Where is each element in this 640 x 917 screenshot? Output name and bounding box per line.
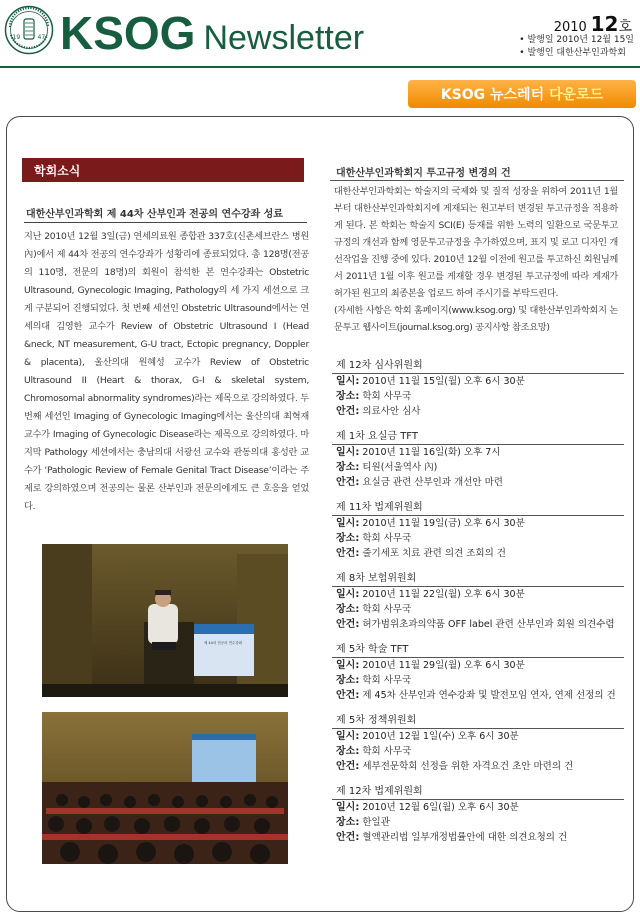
meeting-place-label: 장소: xyxy=(336,533,360,544)
meeting-date-label: 일시: xyxy=(336,518,360,529)
meeting-agenda xyxy=(332,404,624,419)
meeting-agenda-label: 안건: xyxy=(336,690,360,701)
publisher: • 발행인 대한산부인과학회 xyxy=(519,47,634,60)
meeting-place-label: 장소: xyxy=(336,391,360,402)
meeting-date-label: 일시: xyxy=(336,731,360,742)
notice-title: 대한산부인과학회지 투고규정 변경의 건 xyxy=(336,168,511,179)
meeting-place-value: 학회 사무국 xyxy=(362,746,412,757)
meeting-item xyxy=(332,356,624,419)
meeting-item xyxy=(332,427,624,490)
issue-month: 12 xyxy=(590,12,619,36)
meeting-agenda-label: 안건: xyxy=(336,406,360,417)
meeting-agenda-value: 요실금 관련 산부인과 개선안 마련 xyxy=(362,477,503,488)
meeting-agenda-value: 허가범위초과의약품 OFF label 관련 산부인과 회원 의견수렴 xyxy=(362,619,615,630)
meeting-title: 제 12차 법제위원회 xyxy=(332,782,624,800)
meeting-agenda-value: 혈액관리법 일부개정법률안에 대한 의견요청의 건 xyxy=(362,832,568,843)
issue-year: 2010 xyxy=(553,20,587,35)
meeting-agenda xyxy=(332,546,624,561)
brand-newsletter: Newsletter xyxy=(203,19,365,57)
notice-reference: (자세한 사항은 학회 홈페이지(www.ksog.org) 및 대한산부인과학회지 논문투고 웹사이트(journal.ksog.org) 공지사항 참조요망) xyxy=(334,305,618,333)
meeting-agenda xyxy=(332,475,624,490)
meeting-agenda-value: 제 45차 산부인과 연수강좌 및 발전모임 연자, 연제 선정의 건 xyxy=(362,690,616,701)
meeting-date-label: 일시: xyxy=(336,802,360,813)
meeting-place-value: 학회 사무국 xyxy=(362,391,412,402)
download-action: 다운로드 xyxy=(549,87,604,103)
meeting-place xyxy=(332,815,624,830)
meeting-schedule xyxy=(332,356,624,853)
meeting-title: 제 8차 보험위원회 xyxy=(332,569,624,587)
meeting-date xyxy=(332,445,624,460)
meeting-place-value: 학회 사무국 xyxy=(362,533,412,544)
meeting-agenda xyxy=(332,830,624,845)
lecture-photo-audience xyxy=(42,712,288,864)
newsletter-download-button[interactable] xyxy=(408,80,636,108)
meeting-place xyxy=(332,673,624,688)
meeting-agenda xyxy=(332,617,624,632)
meeting-agenda-label: 안건: xyxy=(336,832,360,843)
meeting-agenda-label: 안건: xyxy=(336,548,360,559)
header-divider xyxy=(0,66,640,68)
meeting-place xyxy=(332,602,624,617)
meeting-place-value: 티원(서울역사 內) xyxy=(362,462,438,473)
meeting-place-value: 한일관 xyxy=(362,817,390,828)
meeting-item xyxy=(332,640,624,703)
meeting-place-label: 장소: xyxy=(336,817,360,828)
notice-text: 대한산부인과학회는 학술지의 국제화 및 질적 성장을 위하여 2011년 1월부터 대한산부인과학회지에 게재되는 원고부터 변경된 투고규정을 적용하게 된다. 본 학회는 학술지 SCI(E) 등재를 위한 노력의 일환으로 국문투고규정의 개선과 함께 영문투고규정을 추가하였으며, 표지 및 로고 디자인 개선작업을 진행 중에 있다. 2010년 12월 이전에 원고를 투고하신 회원님께서 2011년 1월 이후 원고를 게재할 경우 변경된 투고규정에 따라 게재가 허가된 원고의 최종본을 업로드 하여 주시기를 부탁드린다. xyxy=(334,186,618,299)
meeting-date-label: 일시: xyxy=(336,447,360,458)
article-body: 지난 2010년 12월 3일(금) 연세의료원 종합관 337호(신촌세브란스 병원 內)에서 제 44차 전공의 연수강좌가 성황리에 종료되었다. 총 128명(전공의 110명, 전문의 18명)의 회원이 참석한 본 연수강좌는 Obstetric Ultrasound, Gynecologic Imaging, Pathology의 세 가지 세션으로 크게 구분되어 진행되었다. 첫 번째 세션인 Obstetric Ultrasound에서는 연세의대 김영한 교수가 Review of Obstetric Ultrasound I (Head &neck, NT measurement, G-U tract, Ectopic pregnancy, Doppler & placenta), 울산의대 원혜성 교수가 Review of Obstetric Ultrasound II (Heart & thorax, G-I & skeletal system, Chromosomal abnormality syndromes)라는 제목으로 강의하였다. 두 번째 세션인 Imaging of Gynecologic Imaging에서는 울산의대 최혁재 교수가 Imaging of Gynecologic Disease라는 제목으로 강의하였다. 마지막 Pathology 세션에서는 충남의대 서광선 교수와 관동의대 홍성란 교수가 ‘Pathologic Review of Female Genital Tract Disease’이라는 주제로 강의하였으며 전공의는 물론 산부인과 전문의에게도 큰 호응을 얻었다. xyxy=(24,231,309,512)
meeting-place xyxy=(332,744,624,759)
download-label: KSOG 뉴스레터 xyxy=(440,87,545,103)
meeting-date-label: 일시: xyxy=(336,660,360,671)
article-title: 대한산부인과학회 제 44차 산부인과 전공의 연수강좌 성료 xyxy=(26,209,283,220)
meeting-date xyxy=(332,374,624,389)
meeting-agenda-label: 안건: xyxy=(336,761,360,772)
meeting-date-value: 2010년 11월 16일(화) 오후 7시 xyxy=(362,447,501,458)
meeting-place xyxy=(332,460,624,475)
newsletter-title xyxy=(60,6,364,60)
meeting-date-value: 2010년 12월 6일(월) 오후 6시 30분 xyxy=(362,802,519,813)
meeting-date xyxy=(332,587,624,602)
meeting-date xyxy=(332,658,624,673)
issue-suffix: 호 xyxy=(618,19,632,35)
meeting-title: 제 11차 법제위원회 xyxy=(332,498,624,516)
meeting-agenda-label: 안건: xyxy=(336,619,360,630)
meeting-agenda-value: 의료사안 심사 xyxy=(362,406,421,417)
meeting-agenda xyxy=(332,688,624,703)
meeting-place xyxy=(332,389,624,404)
meeting-date-value: 2010년 11월 19일(금) 오후 6시 30분 xyxy=(362,518,525,529)
meeting-agenda-label: 안건: xyxy=(336,477,360,488)
meeting-date-value: 2010년 12월 1일(수) 오후 6시 30분 xyxy=(362,731,519,742)
section-label: 학회소식 xyxy=(22,158,304,182)
meeting-date xyxy=(332,800,624,815)
meeting-date-value: 2010년 11월 29일(월) 오후 6시 30분 xyxy=(362,660,525,671)
logo-year-right: 47 xyxy=(37,34,46,41)
meeting-title: 제 5차 학술 TFT xyxy=(332,640,624,658)
logo-year-left: 19 xyxy=(12,34,21,41)
meeting-place-label: 장소: xyxy=(336,462,360,473)
meeting-date xyxy=(332,729,624,744)
meeting-title: 제 12차 심사위원회 xyxy=(332,356,624,374)
screen-caption: 제 44차 전공의 연수강좌 xyxy=(203,641,243,645)
meeting-item xyxy=(332,711,624,774)
meeting-date-label: 일시: xyxy=(336,376,360,387)
meeting-date-value: 2010년 11월 15일(월) 오후 6시 30분 xyxy=(362,376,525,387)
meeting-place xyxy=(332,531,624,546)
meeting-date xyxy=(332,516,624,531)
meeting-item xyxy=(332,782,624,845)
issue-number xyxy=(554,12,632,36)
brand-ksog: KSOG xyxy=(60,7,196,59)
lecture-photo-speaker xyxy=(42,544,288,697)
meeting-agenda-value: 세부전문학회 선정을 위한 자격요건 초안 마련의 건 xyxy=(362,761,574,772)
meeting-date-value: 2010년 11월 22일(월) 오후 6시 30분 xyxy=(362,589,525,600)
meeting-date-label: 일시: xyxy=(336,589,360,600)
meeting-title: 제 1차 요실금 TFT xyxy=(332,427,624,445)
meeting-item xyxy=(332,569,624,632)
published-date: • 발행일 2010년 12월 15일 xyxy=(519,34,634,47)
meeting-title: 제 5차 정책위원회 xyxy=(332,711,624,729)
meeting-agenda xyxy=(332,759,624,774)
meeting-item xyxy=(332,498,624,561)
newsletter-header xyxy=(0,0,640,70)
notice-divider xyxy=(330,180,624,181)
meeting-place-label: 장소: xyxy=(336,675,360,686)
meeting-place-value: 학회 사무국 xyxy=(362,675,412,686)
meeting-place-label: 장소: xyxy=(336,746,360,757)
meeting-agenda-value: 줄기세포 치료 관련 의견 조회의 건 xyxy=(362,548,506,559)
ksog-seal-logo xyxy=(4,5,54,55)
issue-meta xyxy=(519,34,634,60)
meeting-place-value: 학회 사무국 xyxy=(362,604,412,615)
notice-body xyxy=(334,183,618,336)
article-divider xyxy=(24,222,307,223)
meeting-place-label: 장소: xyxy=(336,604,360,615)
